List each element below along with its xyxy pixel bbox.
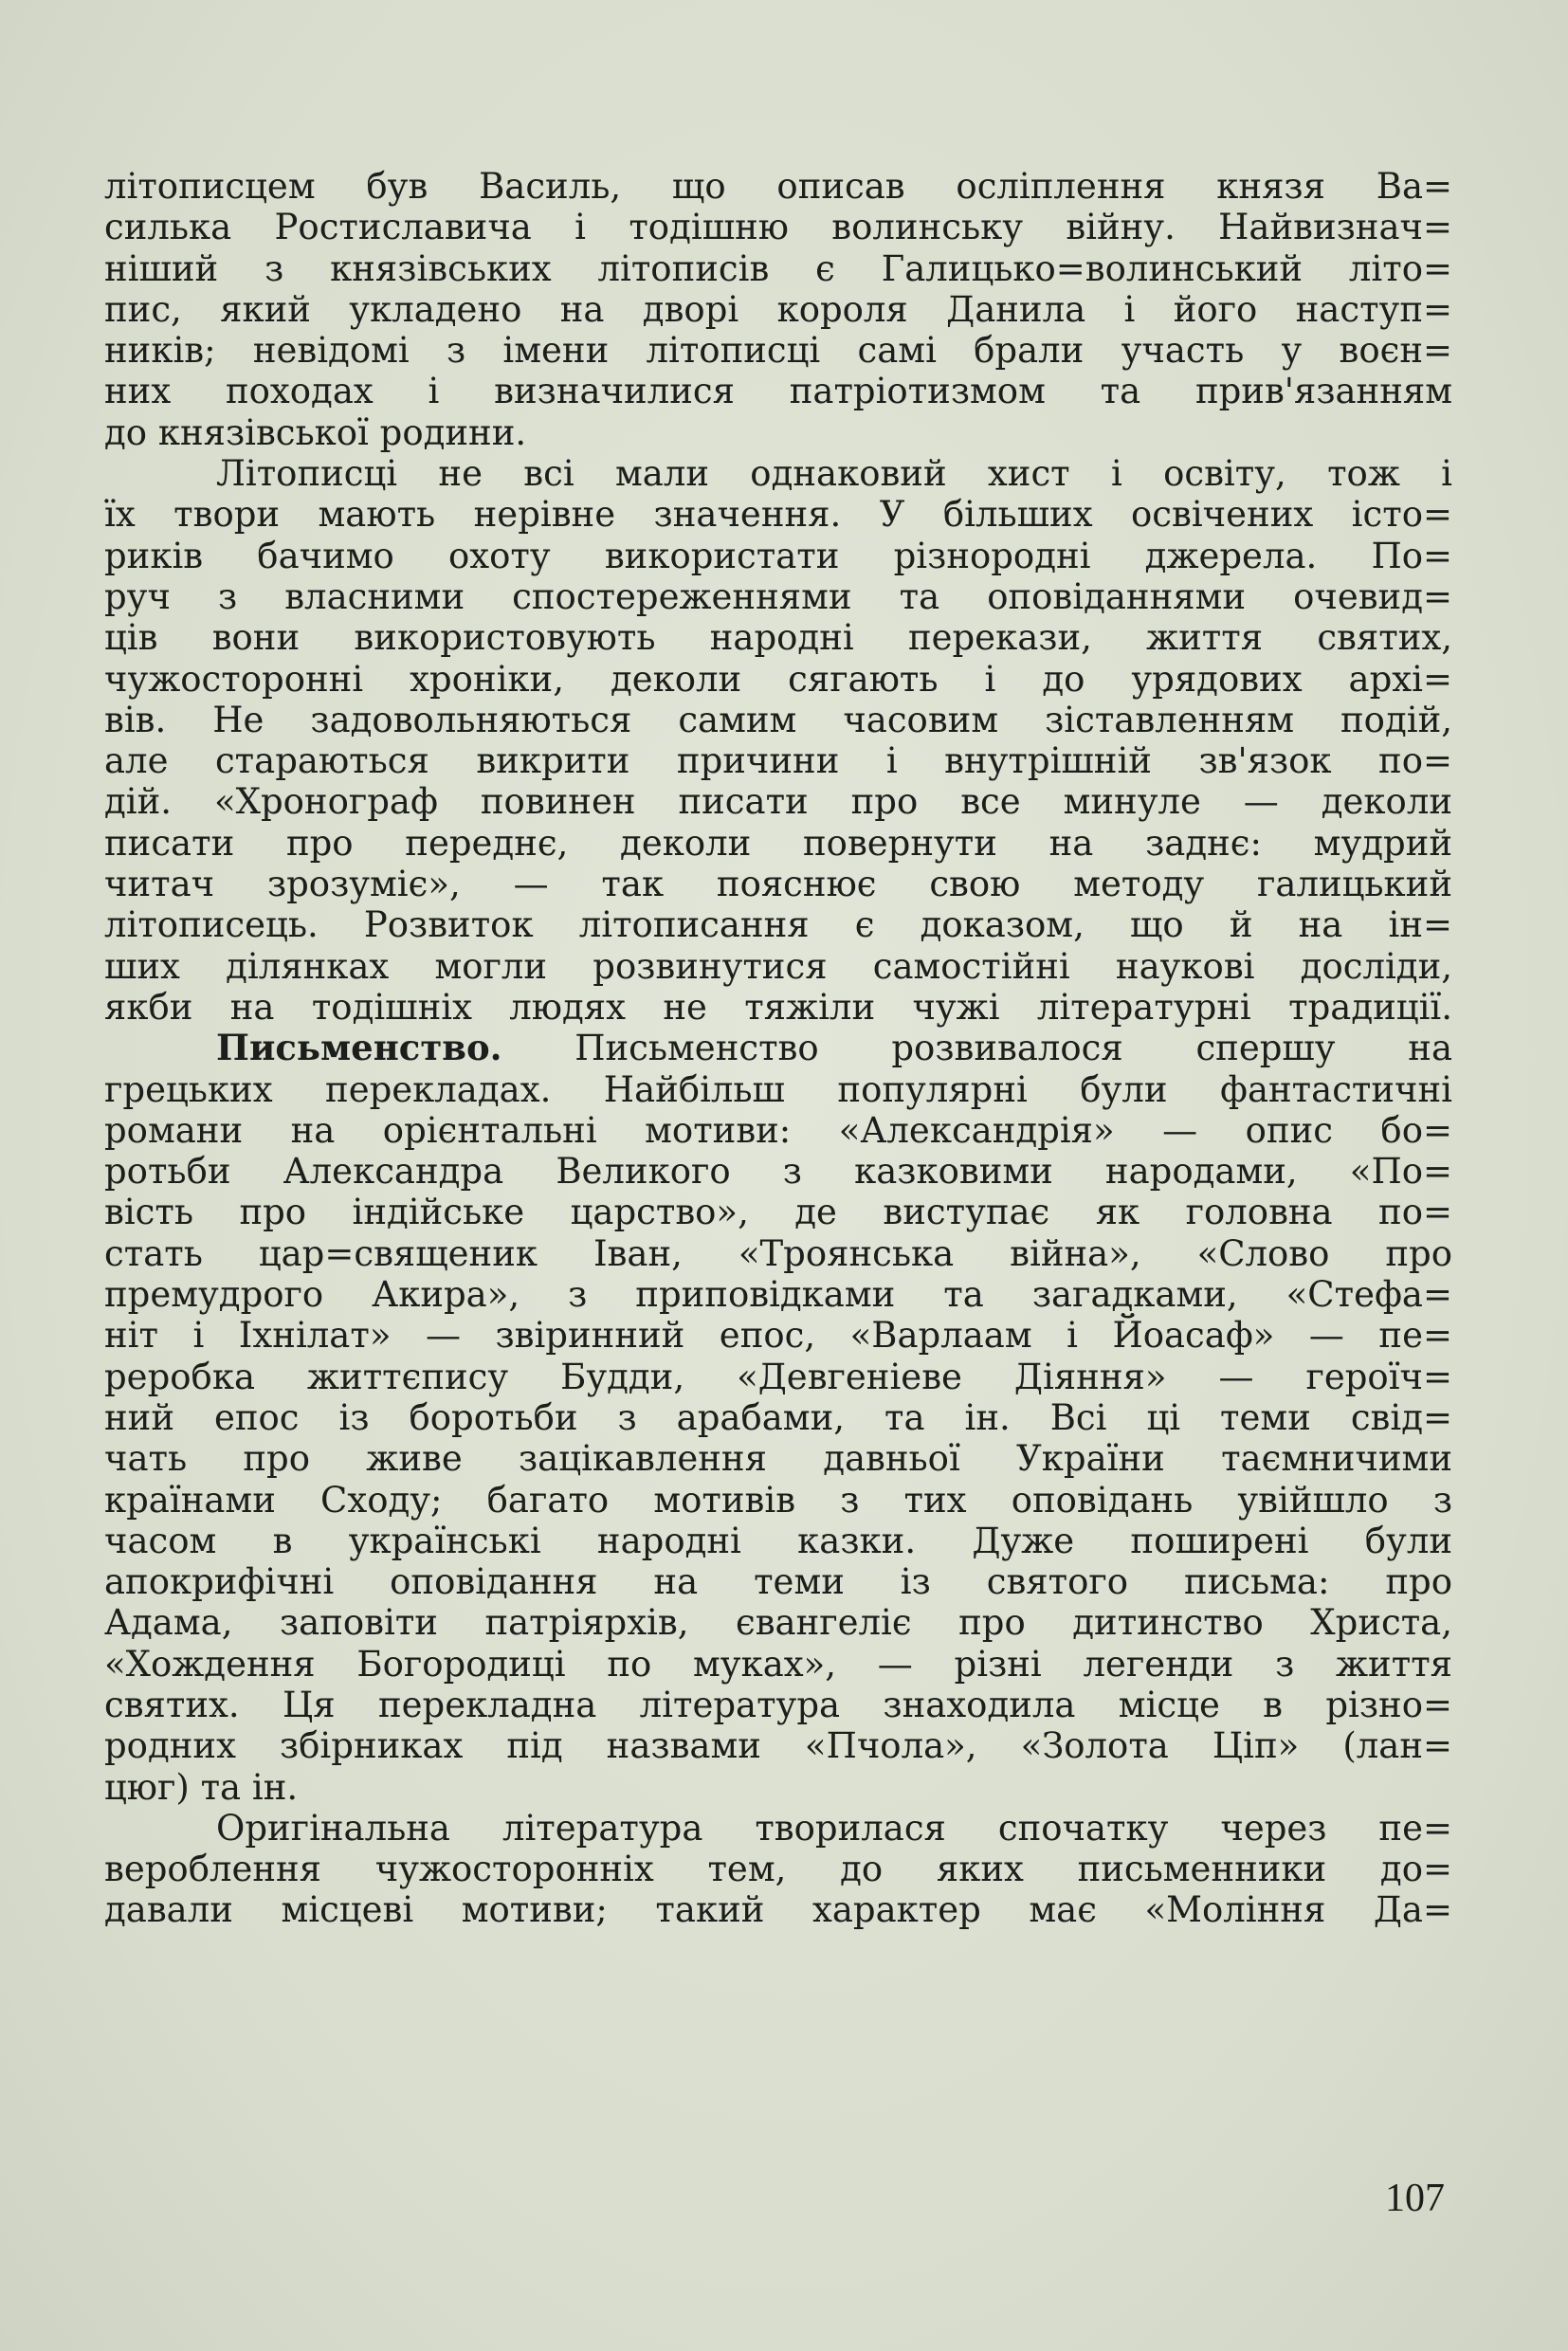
text-line: їх твори мають нерівне значення. У більших освічених істо=	[104, 494, 1452, 536]
text-line: вість про індійське царство», де виступає як головна по=	[104, 1192, 1452, 1233]
text-line: часом в українські народні казки. Дуже поширені були	[104, 1520, 1452, 1561]
text-line: руч з власними спостереженнями та оповіданнями очевид=	[104, 575, 1452, 617]
text-line: ніший з князівських літописів є Галицько=волинський літо=	[104, 247, 1452, 289]
text-line: літописець. Розвиток літописання є доказом, що й на ін=	[104, 904, 1452, 946]
paragraph-chronicles	[104, 166, 1452, 453]
section-heading: Письменство.	[216, 1027, 502, 1069]
text-line: стать цар=священик Іван, «Троянська війна», «Слово про	[104, 1232, 1452, 1274]
text-line: ців вони використовують народні перекази, життя святих,	[104, 617, 1452, 659]
text-line: реробка життєпису Будди, «Девгеніеве Діяння» — героїч=	[104, 1356, 1452, 1397]
text-line: вероблення чужосторонніх тем, до яких письменники до=	[104, 1849, 1452, 1890]
text-line: святих. Ця перекладна література знаходила місце в різно=	[104, 1684, 1452, 1725]
text-line: дій. «Хронограф повинен писати про все минуле — деколи	[104, 781, 1452, 823]
paragraph-original-literature	[104, 1808, 1452, 1931]
paragraph-chroniclers	[104, 453, 1452, 1028]
text-line: чужосторонні хроніки, деколи сягають і до урядових архі=	[104, 658, 1452, 700]
text-line: ників; невідомі з імени літописці самі брали участь у воєн=	[104, 330, 1452, 372]
text-line: премудрого Акира», з приповідками та загадками, «Стефа=	[104, 1274, 1452, 1316]
text-line: Адама, заповіти патріярхів, євангеліє про дитинство Христа,	[104, 1602, 1452, 1644]
text-line: них походах і визначилися патріотизмом та прив'язанням	[104, 371, 1452, 412]
text-line: силька Ростиславича і тодішню волинську війну. Найвизнач=	[104, 207, 1452, 248]
text-line: Оригінальна література творилася спочатку через пе=	[216, 1807, 1452, 1849]
text-line: ших ділянках могли розвинутися самостійні наукові досліди,	[104, 945, 1452, 987]
text-line: риків бачимо охоту використати різнородні джерела. По=	[104, 535, 1452, 576]
paragraph-literature	[104, 1028, 1452, 1808]
text-line: якби на тодішніх людях не тяжіли чужі літературні традиції.	[104, 986, 1452, 1028]
text-line: цюг) та ін.	[104, 1766, 299, 1808]
text-line: давали місцеві мотиви; такий характер має «Моління Да=	[104, 1889, 1452, 1931]
text-line: ний епос із боротьби з арабами, та ін. Всі ці теми свід=	[104, 1396, 1452, 1438]
text-line: чать про живе зацікавлення давньої України таємничими	[104, 1438, 1452, 1480]
text-line: вів. Не задовольняються самим часовим зіставленням подій,	[104, 699, 1452, 740]
text-line: читач зрозуміє», — так пояснює свою методу галицький	[104, 864, 1452, 905]
page-number: 107	[1385, 2177, 1445, 2220]
text-line	[104, 1028, 1452, 1068]
text-line: грецьких перекладах. Найбільш популярні були фантастичні	[104, 1068, 1452, 1110]
text-line: «Хождення Богородиці по муках», — різні легенди з життя	[104, 1643, 1452, 1685]
text-line: країнами Сходу; багато мотивів з тих оповідань увійшло з	[104, 1479, 1452, 1521]
text-line: до князівської родини.	[104, 411, 527, 453]
text-line: але стараються викрити причини і внутрішній зв'язок по=	[104, 740, 1452, 782]
text-line: апокрифічні оповідання на теми із святого письма: про	[104, 1561, 1452, 1603]
body-text	[104, 166, 1452, 1931]
text-line: ніт і Іхнілат» — звіринний епос, «Варлаам і Йоасаф» — пе=	[104, 1315, 1452, 1357]
text-line: літописцем був Василь, що описав осліплення князя Ва=	[104, 166, 1452, 207]
text-line: Літописці не всі мали однаковий хист і освіту, тож і	[216, 453, 1452, 495]
text-line: романи на орієнтальні мотиви: «Александрія» — опис бо=	[104, 1109, 1452, 1151]
text-line: ротьби Александра Великого з казковими народами, «По=	[104, 1151, 1452, 1193]
text-line: родних збірниках під назвами «Пчола», «Золота Ціп» (лан=	[104, 1725, 1452, 1767]
text-line: пис, який укладено на дворі короля Данила і його наступ=	[104, 288, 1452, 330]
text-fragment: Письменство розвивалося спершу на	[574, 1028, 1453, 1069]
text-line: писати про переднє, деколи повернути на заднє: мудрий	[104, 822, 1452, 864]
